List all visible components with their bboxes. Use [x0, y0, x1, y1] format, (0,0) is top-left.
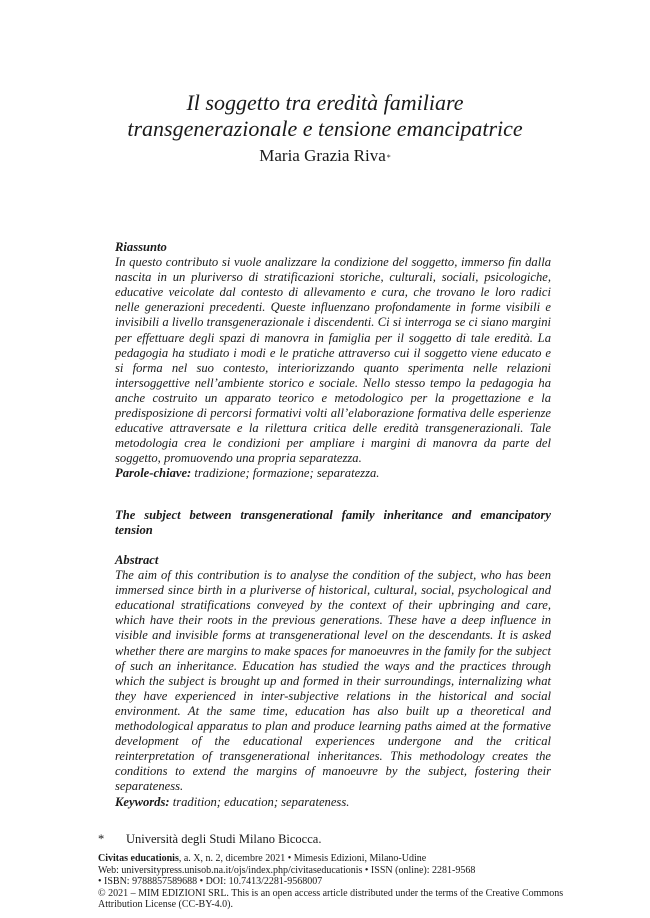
title-line-2: transgenerazionale e tensione emancipatrice — [127, 116, 523, 141]
author-name-text: Maria Grazia Riva — [259, 146, 386, 165]
abstract-text: The aim of this contribution is to analyse the condition of the subject, who has been immersed since birth in a pluriverse of historical, cultural, social, psychological and educational stratifications conveyed by the context of their upbringing and care, which have their roots in the previous generations. These have a deep influence in visible and invisible forms at transgenerational level on the descendants. It is asked whether there are margins to make spaces for manoeuvres in the family for the subject of such an inheritance. Education has studied the ways and the practices through which the subject is brought up and formed in their surroundings, internalizing what they have experienced in inter-subjective relations in the historical and social environment. At the same time, education has also built up a theoretical and methodological apparatus to plan and produce learning paths aimed at the formative development of the educational experiences undergone and the critical reinterpretation of transgenerational inheritances. This methodology creates the conditions to extend the margins of manoeuvre by the subject, fostering their separateness. — [115, 568, 551, 794]
english-keywords-label: Keywords: — [115, 794, 170, 809]
journal-issue: , a. X, n. 2, dicembre 2021 • Mimesis Edizioni, Milano-Udine — [178, 853, 427, 864]
title-line-1: Il soggetto tra eredità familiare — [186, 90, 464, 115]
english-abstract-section — [115, 553, 551, 810]
journal-name: Civitas educationis — [98, 853, 179, 864]
riassunto-heading: Riassunto — [115, 240, 167, 254]
italian-keywords — [115, 466, 551, 481]
journal-line — [98, 853, 568, 865]
footnote-text: Università degli Studi Milano Bicocca. — [126, 832, 322, 846]
riassunto-text: In questo contributo si vuole analizzare la condizione del soggetto, immerso fin dalla nascita in un pluriverso di stratificazioni storiche, culturali, sociali, psicologiche, educative veicolate dal contesto di allevamento e cura, che trovano le loro radici nelle generazioni precedenti. Queste influenzano profondamente in forme visibili e invisibili a livello transgenerazionale i discendenti. Ci si interroga se ci siano margini per effettuare degli spazi di manovra in famiglia per il soggetto di tale eredità. La pedagogia ha studiato i modi e le pratiche attraverso cui il soggetto viene educato e si forma nel suo contesto, interiorizzando quanto sperimenta nelle relazioni intersoggettive nell’ambiente storico e sociale. Nello stesso tempo la pedagogia ha anche costruito un apparato teorico e metodologico per la progettazione e la predisposizione di percorsi formativi volti all’elaborazione formativa delle esperienze educative attraversate e la rilettura critica delle eredità transgenerazionali. Tale metodologia crea le condizioni per ampliare i margini di manovra da parte del soggetto, promuovendo una propria separatezza. — [115, 255, 551, 466]
footnote — [98, 831, 568, 847]
english-keywords-text: tradition; education; separateness. — [169, 794, 350, 809]
english-title — [115, 508, 551, 538]
publication-metadata — [98, 853, 568, 911]
abstract-heading: Abstract — [115, 553, 159, 567]
italian-keywords-label: Parole-chiave: — [115, 466, 192, 481]
author-name — [0, 145, 650, 167]
title-block — [0, 90, 650, 167]
article-title — [0, 90, 650, 142]
english-keywords — [115, 795, 551, 810]
english-title-text: The subject between transgenerational family inheritance and emancipatory tension — [115, 508, 551, 538]
italian-abstract-section — [115, 240, 551, 482]
license-line: © 2021 – MIM EDIZIONI SRL. This is an open access article distributed under the terms of the Creative Commons Attribution License (CC-BY-4.0). — [98, 887, 564, 911]
footnote-mark: * — [98, 832, 105, 846]
italian-keywords-text: tradizione; formazione; separatezza. — [191, 466, 380, 481]
web-line: Web: universitypress.unisob.na.it/ojs/index.php/civitaseducationis • ISSN (online): 2281-9568 — [98, 864, 476, 876]
isbn-line: • ISBN: 9788857589688 • DOI: 10.7413/2281-9568007 — [98, 876, 323, 888]
author-footnote-mark: * — [386, 153, 391, 162]
